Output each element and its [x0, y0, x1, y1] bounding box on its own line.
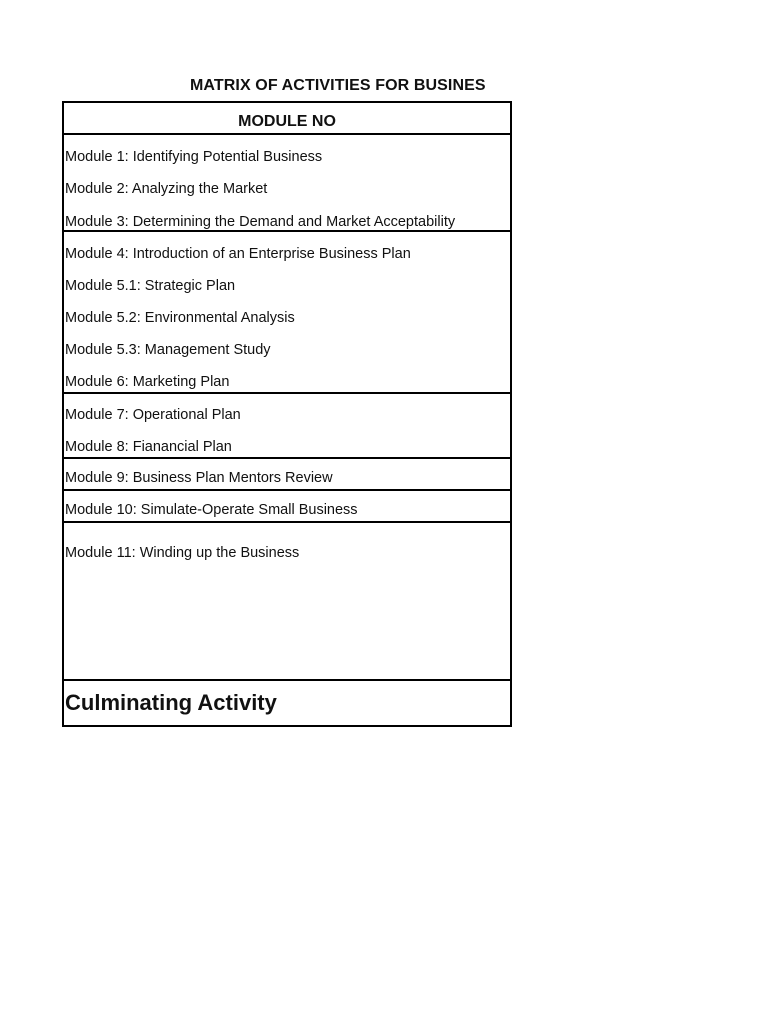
activity-matrix-table: [62, 101, 512, 727]
module-group-3: [64, 394, 510, 459]
module-group-4: [64, 459, 510, 491]
module-row: Module 5.1: Strategic Plan: [65, 278, 236, 294]
module-row: Module 8: Fianancial Plan: [65, 439, 232, 455]
module-group-6: [64, 523, 510, 679]
page-title: MATRIX OF ACTIVITIES FOR BUSINES: [190, 77, 486, 94]
module-row: Module 1: Identifying Potential Business: [65, 149, 323, 165]
module-no-header: MODULE NO: [64, 103, 510, 135]
module-row: Module 6: Marketing Plan: [65, 374, 230, 390]
module-row: Module 5.3: Management Study: [65, 342, 271, 358]
module-group-5: [64, 491, 510, 523]
module-row: Module 11: Winding up the Business: [65, 545, 300, 561]
module-row: Module 4: Introduction of an Enterprise Business Plan: [65, 246, 411, 262]
module-row: Module 2: Analyzing the Market: [65, 181, 268, 197]
module-row: Module 9: Business Plan Mentors Review: [65, 470, 333, 486]
module-row: Module 5.2: Environmental Analysis: [65, 310, 295, 326]
module-row: Module 3: Determining the Demand and Market Acceptability: [65, 214, 456, 230]
module-row: Module 7: Operational Plan: [65, 407, 241, 423]
module-group-1: [64, 135, 510, 232]
module-row: Module 10: Simulate-Operate Small Business: [65, 502, 358, 518]
culminating-activity-label: Culminating Activity: [65, 690, 277, 715]
module-group-2: [64, 232, 510, 394]
